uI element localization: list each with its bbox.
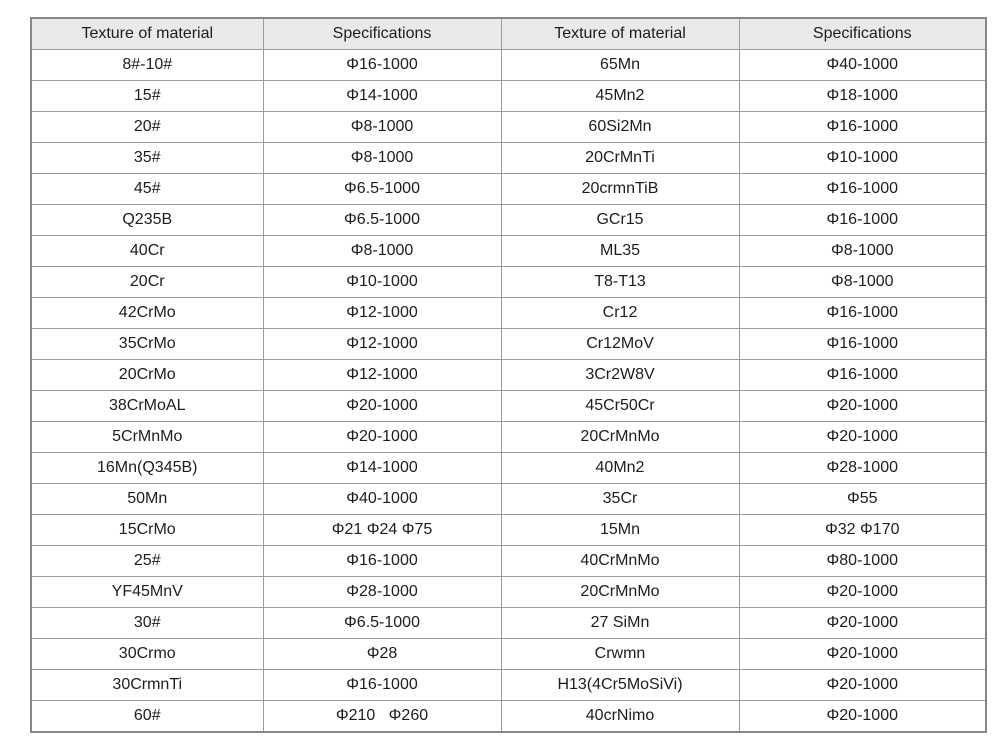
table-cell: Φ32 Φ170 bbox=[739, 515, 986, 546]
table-cell: Φ28-1000 bbox=[739, 453, 986, 484]
table-cell: Φ16-1000 bbox=[739, 298, 986, 329]
table-cell: Cr12MoV bbox=[501, 329, 739, 360]
table-row bbox=[31, 515, 986, 546]
table-cell: 8#-10# bbox=[31, 50, 263, 81]
table-cell: T8-T13 bbox=[501, 267, 739, 298]
table-cell: ML35 bbox=[501, 236, 739, 267]
table-cell: H13(4Cr5MoSiVi) bbox=[501, 670, 739, 701]
header-cell-texture-left: Texture of material bbox=[31, 18, 263, 50]
table-cell: Φ20-1000 bbox=[739, 608, 986, 639]
table-cell: Φ28-1000 bbox=[263, 577, 501, 608]
table-cell: 16Mn(Q345B) bbox=[31, 453, 263, 484]
table-cell: 20CrMnMo bbox=[501, 577, 739, 608]
table-cell: Φ12-1000 bbox=[263, 298, 501, 329]
table-cell: Φ8-1000 bbox=[263, 236, 501, 267]
header-row bbox=[31, 18, 986, 50]
table-cell: Φ20-1000 bbox=[739, 577, 986, 608]
table-cell: GCr15 bbox=[501, 205, 739, 236]
table-cell: 20# bbox=[31, 112, 263, 143]
table-cell: 45Mn2 bbox=[501, 81, 739, 112]
table-cell: Φ8-1000 bbox=[263, 112, 501, 143]
table-cell: 42CrMo bbox=[31, 298, 263, 329]
table-cell: 30CrmnTi bbox=[31, 670, 263, 701]
table-cell: 65Mn bbox=[501, 50, 739, 81]
table-cell: 40Mn2 bbox=[501, 453, 739, 484]
table-row bbox=[31, 236, 986, 267]
table-cell: Φ12-1000 bbox=[263, 329, 501, 360]
table-cell: Φ10-1000 bbox=[263, 267, 501, 298]
table-row bbox=[31, 484, 986, 515]
table-cell: 20CrMnMo bbox=[501, 422, 739, 453]
table-cell: Φ6.5-1000 bbox=[263, 205, 501, 236]
table-cell: 35# bbox=[31, 143, 263, 174]
table-cell: Φ20-1000 bbox=[739, 639, 986, 670]
table-cell: 40CrMnMo bbox=[501, 546, 739, 577]
table-row bbox=[31, 81, 986, 112]
table-row bbox=[31, 360, 986, 391]
table-cell: Φ6.5-1000 bbox=[263, 608, 501, 639]
table-cell: 15# bbox=[31, 81, 263, 112]
table-cell: Φ8-1000 bbox=[739, 236, 986, 267]
table-row bbox=[31, 422, 986, 453]
table-row bbox=[31, 329, 986, 360]
table-cell: Φ55 bbox=[739, 484, 986, 515]
table-cell: Cr12 bbox=[501, 298, 739, 329]
table-cell: 60Si2Mn bbox=[501, 112, 739, 143]
table-row bbox=[31, 670, 986, 701]
table-cell: 20CrMo bbox=[31, 360, 263, 391]
header-cell-texture-right: Texture of material bbox=[501, 18, 739, 50]
material-spec-table bbox=[30, 17, 987, 733]
table-cell: Φ16-1000 bbox=[263, 546, 501, 577]
table-cell: 50Mn bbox=[31, 484, 263, 515]
table-row bbox=[31, 143, 986, 174]
table-cell: 45# bbox=[31, 174, 263, 205]
table-cell: Φ40-1000 bbox=[263, 484, 501, 515]
table-body bbox=[31, 50, 986, 733]
table-cell: Φ16-1000 bbox=[739, 112, 986, 143]
table-cell: Φ16-1000 bbox=[739, 360, 986, 391]
table-cell: Φ40-1000 bbox=[739, 50, 986, 81]
table-cell: Φ14-1000 bbox=[263, 453, 501, 484]
table-cell: Φ18-1000 bbox=[739, 81, 986, 112]
table-cell: 15Mn bbox=[501, 515, 739, 546]
table-cell: 40crNimo bbox=[501, 701, 739, 733]
table-row bbox=[31, 267, 986, 298]
table-cell: Φ210 Φ260 bbox=[263, 701, 501, 733]
table-row bbox=[31, 112, 986, 143]
table-cell: Φ20-1000 bbox=[739, 670, 986, 701]
table-cell: 30# bbox=[31, 608, 263, 639]
table-cell: Φ16-1000 bbox=[739, 329, 986, 360]
table-cell: Φ20-1000 bbox=[739, 701, 986, 733]
table-row bbox=[31, 391, 986, 422]
table-cell: 60# bbox=[31, 701, 263, 733]
table-cell: 40Cr bbox=[31, 236, 263, 267]
table-cell: Φ14-1000 bbox=[263, 81, 501, 112]
table-row bbox=[31, 701, 986, 733]
table-row bbox=[31, 546, 986, 577]
table-cell: Crwmn bbox=[501, 639, 739, 670]
table-cell: 20crmnTiB bbox=[501, 174, 739, 205]
header-cell-spec-right: Specifications bbox=[739, 18, 986, 50]
table-row bbox=[31, 50, 986, 81]
table-cell: 35Cr bbox=[501, 484, 739, 515]
table-cell: Φ16-1000 bbox=[263, 670, 501, 701]
table-cell: Φ12-1000 bbox=[263, 360, 501, 391]
table-cell: 20Cr bbox=[31, 267, 263, 298]
table-cell: Φ20-1000 bbox=[739, 422, 986, 453]
table-cell: 27 SiMn bbox=[501, 608, 739, 639]
table-cell: 3Cr2W8V bbox=[501, 360, 739, 391]
table-cell: 38CrMoAL bbox=[31, 391, 263, 422]
table-cell: 35CrMo bbox=[31, 329, 263, 360]
table-cell: Q235B bbox=[31, 205, 263, 236]
table-cell: Φ20-1000 bbox=[263, 391, 501, 422]
table-cell: 15CrMo bbox=[31, 515, 263, 546]
table-cell: Φ21 Φ24 Φ75 bbox=[263, 515, 501, 546]
table-cell: Φ16-1000 bbox=[263, 50, 501, 81]
table-cell: Φ6.5-1000 bbox=[263, 174, 501, 205]
table-cell: 25# bbox=[31, 546, 263, 577]
table-cell: 20CrMnTi bbox=[501, 143, 739, 174]
table-cell: Φ20-1000 bbox=[263, 422, 501, 453]
table-row bbox=[31, 639, 986, 670]
table-row bbox=[31, 577, 986, 608]
table-cell: 30Crmo bbox=[31, 639, 263, 670]
table-row bbox=[31, 608, 986, 639]
table-row bbox=[31, 298, 986, 329]
table-cell: 5CrMnMo bbox=[31, 422, 263, 453]
table-row bbox=[31, 453, 986, 484]
table-cell: Φ16-1000 bbox=[739, 205, 986, 236]
header-cell-spec-left: Specifications bbox=[263, 18, 501, 50]
table-cell: Φ8-1000 bbox=[739, 267, 986, 298]
table-cell: Φ8-1000 bbox=[263, 143, 501, 174]
table-cell: Φ10-1000 bbox=[739, 143, 986, 174]
table-cell: Φ16-1000 bbox=[739, 174, 986, 205]
table-cell: Φ80-1000 bbox=[739, 546, 986, 577]
table-cell: Φ20-1000 bbox=[739, 391, 986, 422]
table-row bbox=[31, 205, 986, 236]
table-cell: Φ28 bbox=[263, 639, 501, 670]
table-row bbox=[31, 174, 986, 205]
table-cell: 45Cr50Cr bbox=[501, 391, 739, 422]
table-cell: YF45MnV bbox=[31, 577, 263, 608]
